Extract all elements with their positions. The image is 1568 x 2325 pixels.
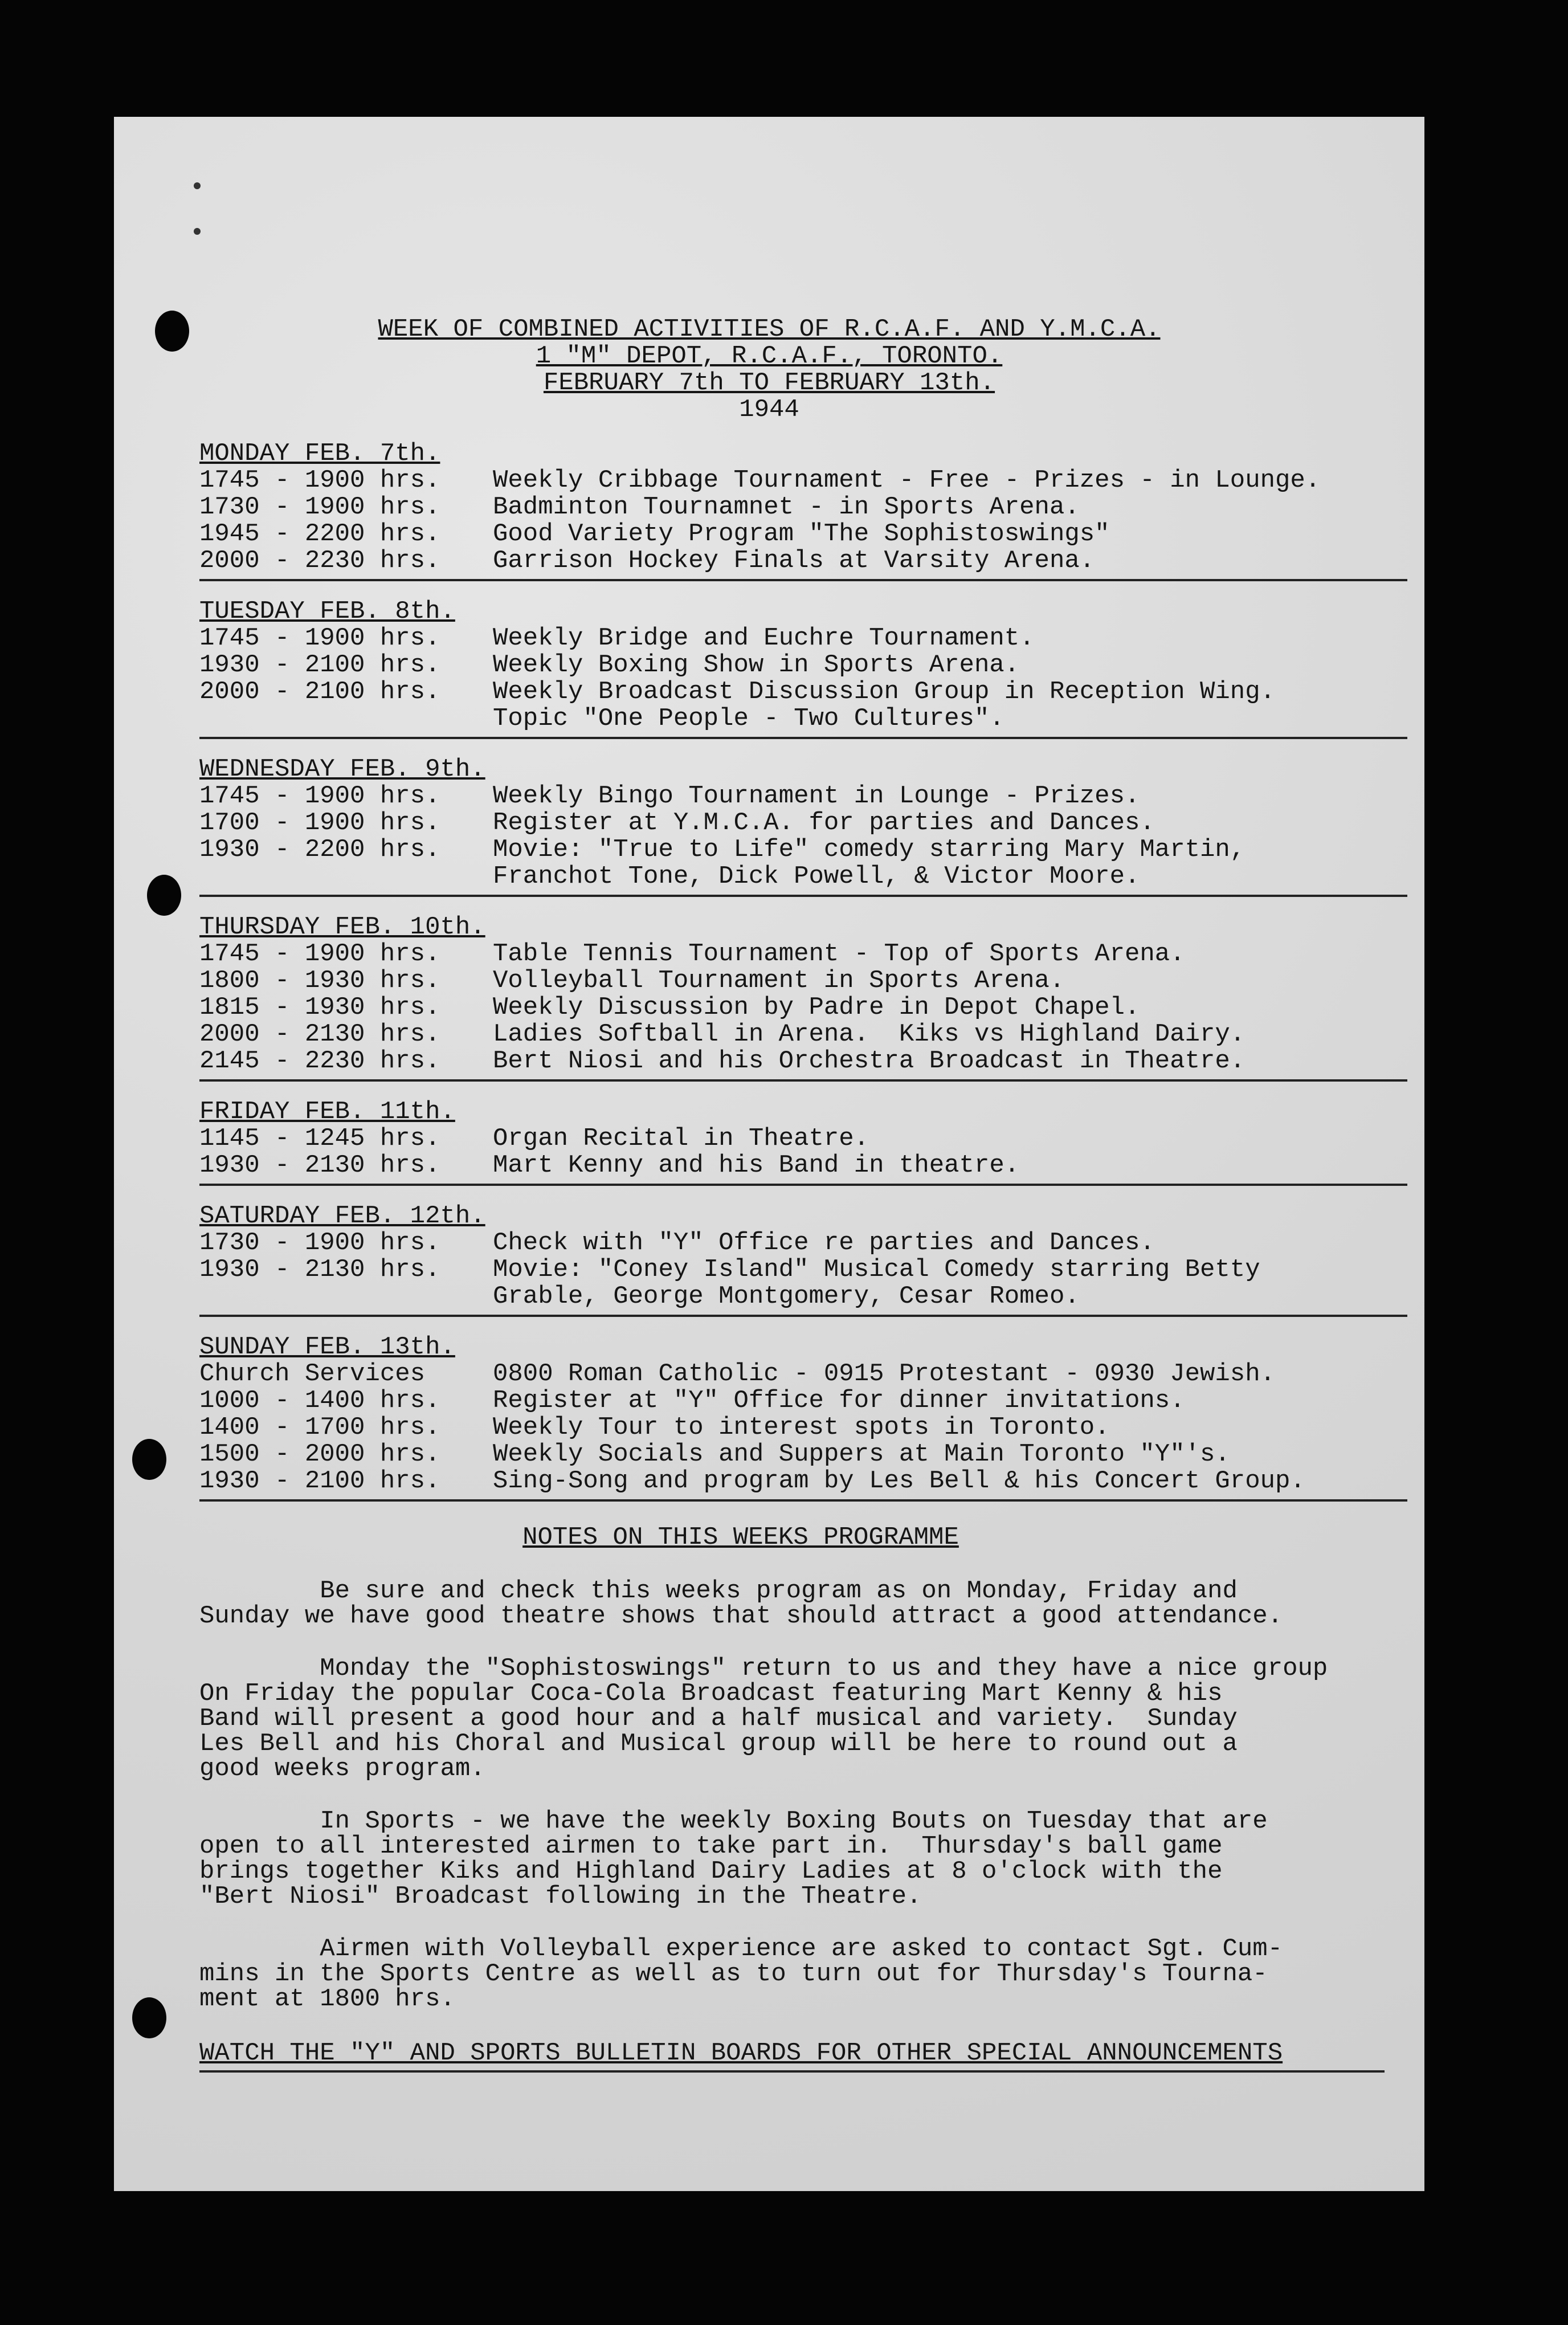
schedule-row: [199, 1048, 1424, 1075]
row-time: 2000 - 2230 hrs.: [199, 546, 440, 575]
row-activity: Ladies Softball in Arena. Kiks vs Highland Dairy.: [493, 1020, 1246, 1049]
paper-speck: [194, 228, 201, 235]
schedule-row: [199, 1230, 1424, 1257]
notes-paragraph: Airmen with Volleyball experience are asked to contact Sgt. Cum- mins in the Sports Centre as well as to turn out for Thursday's Tourna- ment at 1800 hrs.: [199, 1935, 1283, 2013]
row-time: 1730 - 1900 hrs.: [199, 493, 440, 521]
header-dates: FEBRUARY 7th TO FEBRUARY 13th.: [543, 369, 995, 397]
row-time: 1400 - 1700 hrs.: [199, 1413, 440, 1442]
schedule-row: [199, 548, 1424, 574]
schedule-row: [199, 494, 1424, 521]
day-title: WEDNESDAY FEB. 9th.: [199, 755, 485, 784]
document-header: [285, 316, 1253, 423]
schedule-row: [199, 625, 1424, 652]
schedule-row: [199, 837, 1424, 863]
schedule-days: [199, 440, 1424, 1502]
document-page: [114, 117, 1424, 2191]
row-time: 1500 - 2000 hrs.: [199, 1440, 440, 1469]
schedule-row: [199, 521, 1424, 548]
notes-paragraph: In Sports - we have the weekly Boxing Bouts on Tuesday that are open to all interested airmen to take part in. Thursday's ball game brings together Kiks and Highland Dairy Ladies at 8 o'clock with the "Bert Niosi" Broadcast following in the Theatre.: [199, 1807, 1268, 1911]
row-activity: Movie: "Coney Island" Musical Comedy starring Betty: [493, 1255, 1260, 1284]
day-title: SUNDAY FEB. 13th.: [199, 1333, 455, 1361]
row-continuation: Topic "One People - Two Cultures".: [493, 704, 1004, 733]
row-activity: 0800 Roman Catholic - 0915 Protestant - 0930 Jewish.: [493, 1360, 1276, 1388]
section-rule: [199, 895, 1407, 897]
schedule-row: [199, 1257, 1424, 1283]
schedule-row: [199, 1414, 1424, 1441]
row-activity: Register at "Y" Office for dinner invitations.: [493, 1386, 1185, 1415]
schedule-row: [199, 467, 1424, 494]
day-section: [199, 914, 1424, 1082]
row-continuation: Grable, George Montgomery, Cesar Romeo.: [493, 1282, 1080, 1311]
row-activity: Weekly Bridge and Euchre Tournament.: [493, 624, 1035, 652]
row-time: 2000 - 2130 hrs.: [199, 1020, 440, 1049]
row-time: 1930 - 2100 hrs.: [199, 651, 440, 679]
row-time: 1945 - 2200 hrs.: [199, 520, 440, 548]
day-section: [199, 598, 1424, 739]
schedule-row: [199, 1125, 1424, 1152]
row-time: 1730 - 1900 hrs.: [199, 1229, 440, 1257]
punch-hole: [132, 1997, 166, 2038]
row-time: 1700 - 1900 hrs.: [199, 809, 440, 837]
row-activity: Weekly Tour to interest spots in Toronto.: [493, 1413, 1110, 1442]
row-activity: Mart Kenny and his Band in theatre.: [493, 1151, 1020, 1180]
schedule-row: [199, 810, 1424, 837]
row-time: Church Services: [199, 1360, 426, 1388]
row-time: 2000 - 2100 hrs.: [199, 678, 440, 706]
row-activity: Garrison Hockey Finals at Varsity Arena.: [493, 546, 1095, 575]
schedule-row: [199, 1441, 1424, 1468]
row-time: 1930 - 2130 hrs.: [199, 1255, 440, 1284]
row-activity: Table Tennis Tournament - Top of Sports Arena.: [493, 940, 1185, 968]
punch-hole: [132, 1439, 166, 1480]
row-time: 2145 - 2230 hrs.: [199, 1047, 440, 1075]
section-rule: [199, 737, 1407, 739]
day-section: [199, 440, 1424, 581]
row-activity: Organ Recital in Theatre.: [493, 1124, 869, 1153]
schedule-row: [199, 941, 1424, 968]
header-location: 1 "M" DEPOT, R.C.A.F., TORONTO.: [536, 342, 1003, 370]
row-time: 1745 - 1900 hrs.: [199, 940, 440, 968]
schedule-row: [199, 1021, 1424, 1048]
day-section: [199, 1334, 1424, 1502]
day-title: SATURDAY FEB. 12th.: [199, 1202, 485, 1230]
row-activity: Volleyball Tournament in Sports Arena.: [493, 966, 1065, 995]
section-rule: [199, 579, 1407, 581]
row-time: 1930 - 2100 hrs.: [199, 1467, 440, 1495]
day-section: [199, 1099, 1424, 1186]
row-activity: Bert Niosi and his Orchestra Broadcast in Theatre.: [493, 1047, 1246, 1075]
schedule-row: [199, 652, 1424, 679]
row-activity: Check with "Y" Office re parties and Dances.: [493, 1229, 1155, 1257]
section-rule: [199, 1184, 1407, 1186]
footer-announcement: WATCH THE "Y" AND SPORTS BULLETIN BOARDS FOR OTHER SPECIAL ANNOUNCEMENTS: [199, 2039, 1283, 2067]
row-time: 1145 - 1245 hrs.: [199, 1124, 440, 1153]
row-activity: Weekly Broadcast Discussion Group in Reception Wing.: [493, 678, 1276, 706]
row-time: 1745 - 1900 hrs.: [199, 624, 440, 652]
schedule-row: [199, 783, 1424, 810]
footer-rule: [199, 2070, 1385, 2073]
punch-hole: [147, 875, 181, 916]
row-time: 1000 - 1400 hrs.: [199, 1386, 440, 1415]
paper-speck: [194, 182, 201, 189]
row-time: 1800 - 1930 hrs.: [199, 966, 440, 995]
schedule-content: [199, 316, 1424, 2073]
schedule-row: [199, 679, 1424, 705]
row-activity: Badminton Tournamnet - in Sports Arena.: [493, 493, 1080, 521]
row-activity: Good Variety Program "The Sophistoswings": [493, 520, 1110, 548]
row-continuation: Franchot Tone, Dick Powell, & Victor Moore.: [493, 862, 1140, 891]
schedule-row: [199, 1152, 1424, 1179]
notes-paragraph: Be sure and check this weeks program as on Monday, Friday and Sunday we have good theatre shows that should attract a good attendance.: [199, 1577, 1283, 1630]
day-title: MONDAY FEB. 7th.: [199, 439, 440, 468]
day-title: FRIDAY FEB. 11th.: [199, 1098, 455, 1126]
day-title: TUESDAY FEB. 8th.: [199, 597, 455, 626]
row-time: 1815 - 1930 hrs.: [199, 993, 440, 1022]
row-activity: Register at Y.M.C.A. for parties and Dances.: [493, 809, 1155, 837]
row-time: 1930 - 2130 hrs.: [199, 1151, 440, 1180]
row-time: 1745 - 1900 hrs.: [199, 466, 440, 495]
header-year: 1944: [739, 395, 799, 424]
header-title: WEEK OF COMBINED ACTIVITIES OF R.C.A.F. AND Y.M.C.A.: [378, 315, 1161, 344]
day-section: [199, 1203, 1424, 1317]
row-activity: Sing-Song and program by Les Bell & his Concert Group.: [493, 1467, 1305, 1495]
schedule-row: [199, 1361, 1424, 1388]
row-activity: Weekly Socials and Suppers at Main Toronto "Y"'s.: [493, 1440, 1230, 1469]
day-section: [199, 756, 1424, 897]
notes-title: NOTES ON THIS WEEKS PROGRAMME: [522, 1523, 959, 1552]
schedule-row: [199, 1388, 1424, 1414]
section-rule: [199, 1079, 1407, 1082]
row-time: 1745 - 1900 hrs.: [199, 782, 440, 810]
notes-body: [199, 1578, 1424, 2012]
row-activity: Weekly Boxing Show in Sports Arena.: [493, 651, 1020, 679]
punch-hole: [155, 311, 189, 352]
row-time: 1930 - 2200 hrs.: [199, 835, 440, 864]
row-activity: Movie: "True to Life" comedy starring Mary Martin,: [493, 835, 1246, 864]
row-activity: Weekly Discussion by Padre in Depot Chapel.: [493, 993, 1140, 1022]
schedule-row: [199, 1468, 1424, 1495]
section-rule: [199, 1315, 1407, 1317]
section-rule: [199, 1499, 1407, 1502]
row-activity: Weekly Bingo Tournament in Lounge - Prizes.: [493, 782, 1140, 810]
schedule-row: [199, 994, 1424, 1021]
notes-paragraph: Monday the "Sophistoswings" return to us and they have a nice group On Friday the popular Coca-Cola Broadcast featuring Mart Kenny & his Band will present a good hour and a half musical and variety. Sunday Les Bell and his Choral and Musical group will be here to round out a good weeks program.: [199, 1654, 1328, 1783]
day-title: THURSDAY FEB. 10th.: [199, 913, 485, 941]
row-activity: Weekly Cribbage Tournament - Free - Prizes - in Lounge.: [493, 466, 1321, 495]
schedule-row: [199, 968, 1424, 994]
